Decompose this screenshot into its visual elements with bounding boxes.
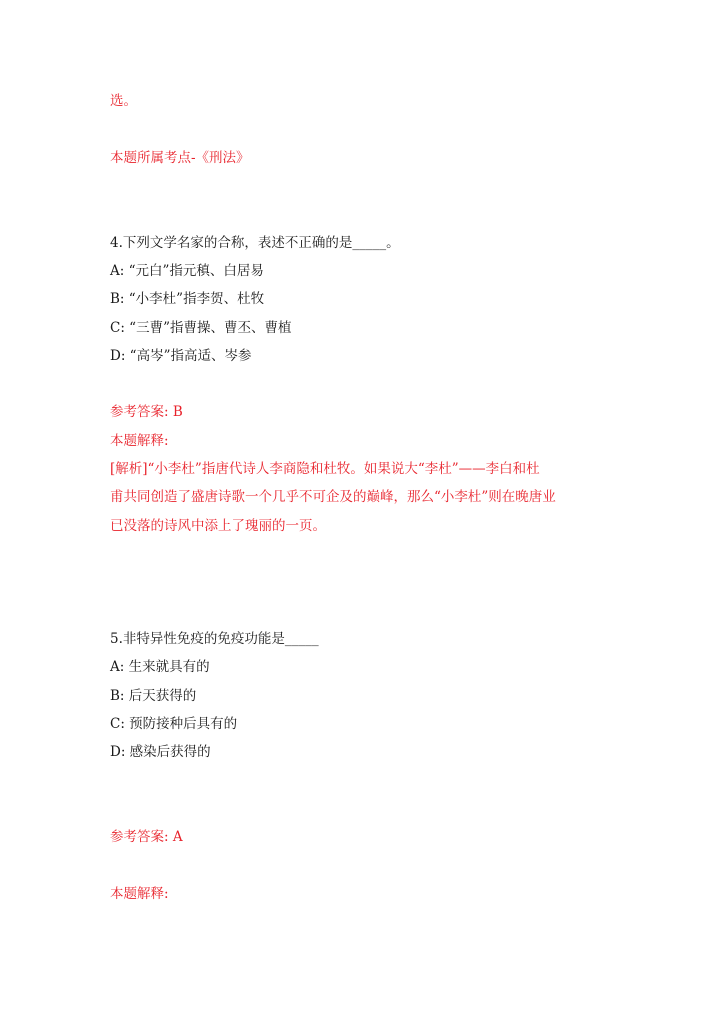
question-4-explanation-line-2: 甫共同创造了盛唐诗歌一个几乎不可企及的巅峰，那么“小李杜”则在晚唐业 [110, 489, 556, 505]
question-5-option-c: C: 预防接种后具有的 [110, 716, 238, 732]
question-4-explanation-label: 本题解释: [110, 433, 169, 449]
question-5: 5.非特异性免疫的免疫功能是_____ [110, 631, 319, 647]
topic-tag: 本题所属考点-《刑法》 [110, 150, 250, 166]
question-5-option-b: B: 后天获得的 [110, 688, 197, 704]
question-4-option-a: A: “元白”指元稹、白居易 [110, 263, 264, 279]
question-4-explanation-line-3: 已没落的诗风中添上了瑰丽的一页。 [110, 518, 326, 534]
question-4-answer: 参考答案: B [110, 404, 183, 420]
previous-fragment: 选。 [110, 93, 137, 109]
question-4: 4.下列文学名家的合称，表述不正确的是_____。 [110, 235, 400, 251]
question-5-answer: 参考答案: A [110, 829, 183, 845]
question-4-option-d: D: “高岑”指高适、岑参 [110, 348, 252, 364]
question-4-explanation-line-1: [解析]“小李杜”指唐代诗人李商隐和杜牧。如果说大“李杜”——李白和杜 [110, 461, 540, 477]
question-5-option-d: D: 感染后获得的 [110, 744, 211, 760]
question-5-option-a: A: 生来就具有的 [110, 659, 210, 675]
question-4-option-b: B: “小李杜”指李贺、杜牧 [110, 291, 265, 307]
question-4-option-c: C: “三曹”指曹操、曹丕、曹植 [110, 320, 292, 336]
question-5-explanation-label: 本题解释: [110, 886, 169, 902]
